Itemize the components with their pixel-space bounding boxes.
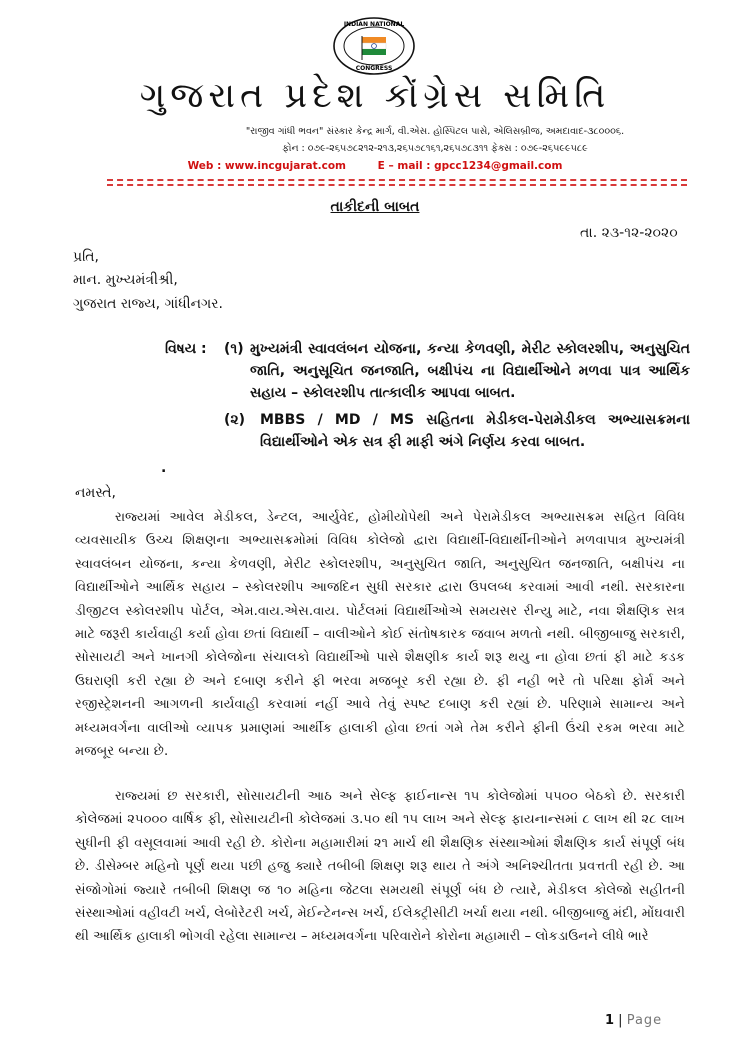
page-number: 1 [605,1013,615,1028]
greeting: નમસ્તે, [75,485,116,501]
paragraph-1: રાજ્યમાં આવેલ મેડીકલ, ડેન્ટલ, આર્યુવેદ, હોમીયોપેથી અને પેરામેડીકલ અભ્યાસક્રમ સહિત વિવિધ વ્યવસાયીક ઉચ્ચ શિક્ષણના અભ્યાસક્રમોમાં વિવિધ કોલેજો દ્વારા વિદ્યાર્થી-વિદ્યાર્થીનીઓને મળવાપાત્ર મુખ્યમંત્રી સ્વાવલંબન યોજના, કન્યા કેળવણી, મેરીટ સ્કોલરશીપ, અનુસુચિત જાતિ, અનુસુચિત જનજાતિ, બક્ષીપંચ ના વિદ્યાર્થીઓને આર્થિક સહાય – સ્કોલરશીપ આજદિન સુધી સરકાર દ્વારા ઉપલબ્ધ કરવામાં આવી નથી. સરકારના ડીજીટલ સ્કોલરશીપ પોર્ટલ, એમ.વાય.એસ.વાય. પોર્ટલમાં વિદ્યાર્થીઓએ સમયસર રીન્યુ માટે, નવા શૈક્ષણિક સત્ર માટે જરૂરી કાર્યવાહી કર્યા હોવા છતાં વિદ્યાર્થી – વાલીઓને કોઈ સંતોષકારક જવાબ મળતો નથી. બીજીબાજુ સરકારી, સોસાયટી અને ખાનગી કોલેજોના સંચાલકો વિદ્યાર્થીઓ પાસે શૈક્ષણીક કાર્ય શરૂ થયુ ના હોવા છતાં ફી માટે કડક ઉઘરાણી કરી રહ્યા છે અને દબાણ કરીને ફી ભરવા મજબૂર કરી રહ્યા છે. ફી નહી ભરે તો પરિક્ષા ફોર્મ અને રજીસ્ટ્રેશનની આગળની કાર્યવાહી કરવામાં નહીં આવે તેવું સ્પષ્ટ દબાણ કરી રહ્યાં છે. પરિણામે સામાન્ય અને મધ્યમવર્ગના વાલીઓ વ્યાપક પ્રમાણમાં આર્થીક હાલાકી હોવા છતાં ગમે તેમ કરીને ફીની ઉંચી રકમ ભરવા માટે મજબૂર બન્યા છે. [75,510,685,760]
urgent-heading: તાકીદની બાબત [330,199,420,215]
header-divider [107,179,687,181]
page-separator: | [614,1013,627,1028]
letter-date: તા. ૨૩-૧૨-૨૦૨૦ [580,225,678,241]
phone-line: ફોન : ૦૭૯-૨૬૫૭૮૨૧૨-૨૧૩,૨૬૫૭૮૧૬૧,૨૬૫૭૮૩૧૧ ફેક્સ : ૦૭૯-૨૬૫૯૯૫૮૯ [282,143,588,154]
paragraph-2: રાજ્યમાં છ સરકારી, સોસાયટીની આઠ અને સેલ્ફ ફાઈનાન્સ ૧૫ કોલેજોમાં ૫૫૦૦ બેઠકો છે. સરકારી કોલેજમાં ૨૫૦૦૦ વાર્ષિક ફી, સોસાયટીની કોલેજમાં ૩.૫૦ થી ૧૫ લાખ અને સેલ્ફ ફાયનાન્સમાં ૮ લાખ થી ૨૮ લાખ સુધીની ફી વસૂલવામાં આવી રહી છે. કોરોના મહામારીમાં ૨૧ માર્ચ થી શૈક્ષણિક સંસ્થાઓમાં શૈક્ષણિક કાર્ય સંપૂર્ણ બંધ છે. ડીસેમ્બર મહિનો પૂર્ણ થયા પછી હજુ ક્યારે તબીબી શિક્ષણ શરૂ થાય તે અંગે અનિશ્ચીતતા પ્રવત્તતી રહી છે. આ સંજોગોમાં જ્યારે તબીબી શિક્ષણ જ ૧૦ મહિના જેટલા સમયથી સંપૂર્ણ બંધ છે ત્યારે, મેડીકલ કોલેજો સહીતની સંસ્થાઓમાં વહીવટી ખર્ચ, લેબોરેટરી ખર્ચ, મેઈન્ટેનન્સ ખર્ચ, ઈલેક્ટ્રીસીટી ખર્ચા થયા નથી. બીજીબાજુ મંદી, મોંઘવારી થી આર્થિક હાલાકી ભોગવી રહેલા સામાન્ય – મધ્યમવર્ગના પરિવારોને કોરોના મહામારી – લોકડાઉનને લીધે ભારે [75,789,685,945]
recipient-line-2: માન. મુખ્યમંત્રીશ્રી, [73,272,178,288]
org-name: ગુજરાત પ્રદેશ કોંગ્રેસ સમિતિ [139,76,611,116]
web-link[interactable]: Web : www.incgujarat.com [187,160,346,172]
address-line: "રાજીવ ગાંધી ભવન" સંસ્કાર કેન્દ્ર માર્ગ, વી.એસ. હોસ્પિટલ પાસે, એલિસબ્રીજ, અમદાવાદ-૩૮૦૦૦૬. [245,126,625,137]
stray-dot: . [161,460,167,476]
recipient-line-3: ગુજરાત રાજ્ય, ગાંધીનગર. [73,296,223,312]
subject-1-text: મુખ્યમંત્રી સ્વાવલંબન યોજના, કન્યા કેળવણી, મેરીટ સ્કોલરશીપ, અનુસુચિત જાતિ, અનુસૂચિત જનજાતિ, બક્ષીપંચ ના વિદ્યાર્થીઓને મળવા પાત્ર આર્થિક સહાય – સ્કોલરશીપ તાત્કાલીક આપવા બાબત. [250,341,690,401]
email-link[interactable]: E – mail : gpcc1234@gmail.com [377,160,563,172]
page-label: Page [626,1013,663,1028]
recipient-line-1: પ્રતિ, [73,249,99,265]
congress-logo [332,16,416,76]
subject-1-number: (૧) [224,341,244,357]
page-footer [605,1013,662,1028]
contact-line [0,160,750,172]
subject-label: વિષય : [165,341,207,357]
logo-text-top: INDIAN NATIONAL [343,21,405,28]
subject-2-text: MBBS / MD / MS સહિતના મેડીકલ-પેરામેડીકલ અભ્યાસક્રમના વિદ્યાર્થીઓને એક સત્ર ફી માફી અંગે નિર્ણય કરવા બાબત. [260,412,690,450]
header-divider-2 [107,184,687,186]
logo-text-bottom: CONGRESS [355,65,393,72]
subject-2-number: (૨) [224,412,246,428]
